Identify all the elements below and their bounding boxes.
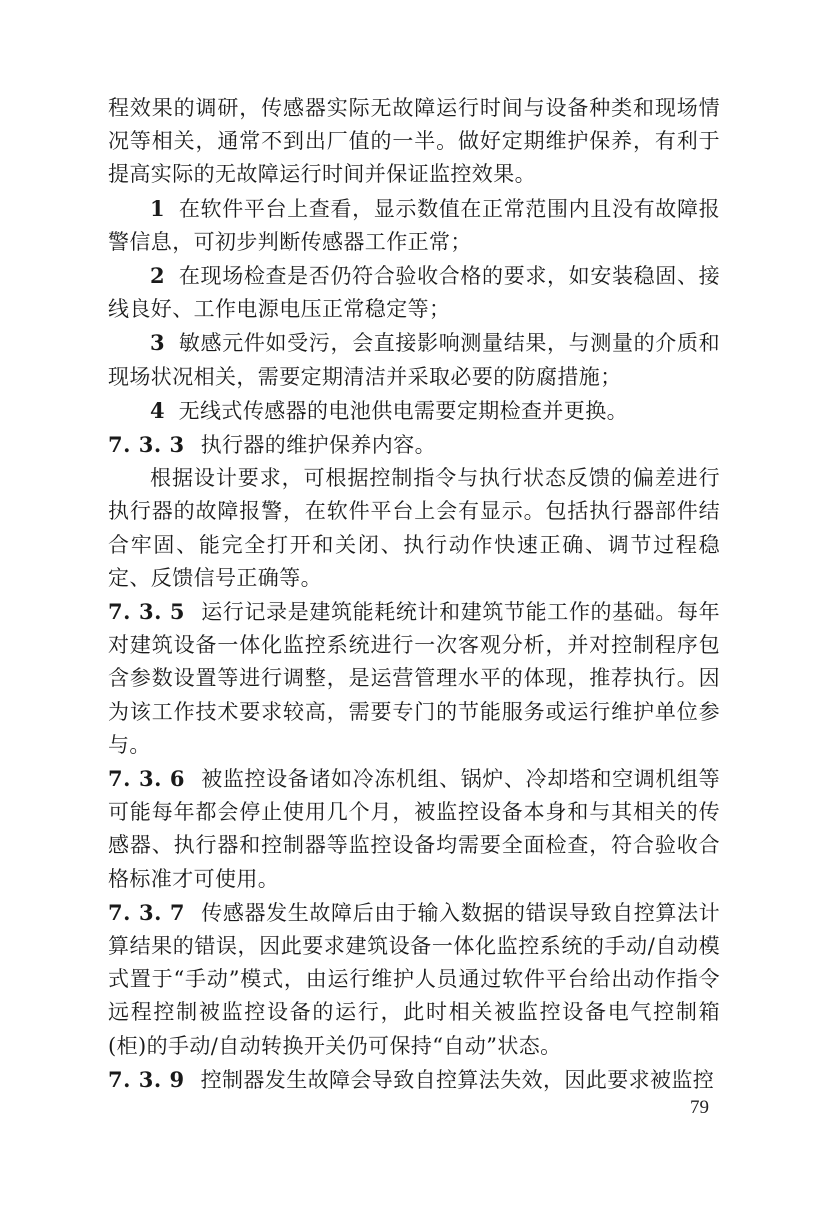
section-text: 传感器发生故障后由于输入数据的错误导致自控算法计算结果的错误，因此要求建筑设备一体化监控系统的手动/自动模式置于“手动”模式，由运行维护人员通过软件平台给出动作指令远程控制被监控设备的运行，此时相关被监控设备电气控制箱(柜)的手动/自动转换开关仍可保持“自动”状态。 xyxy=(108,900,720,1058)
list-item-2 xyxy=(108,259,720,326)
paragraph-text: 程效果的调研，传感器实际无故障运行时间与设备种类和现场情况等相关，通常不到出厂值的一半。做好定期维护保养，有利于提高实际的无故障运行时间并保证监控效果。 xyxy=(108,96,720,187)
list-item-number: 2 xyxy=(150,263,165,289)
section-7-3-9 xyxy=(108,1063,720,1097)
list-item-1 xyxy=(108,192,720,259)
list-item-text: 在软件平台上查看，显示数值在正常范围内且没有故障报警信息，可初步判断传感器工作正常； xyxy=(108,196,720,254)
section-number: 7. 3. 6 xyxy=(108,766,186,792)
section-number: 7. 3. 3 xyxy=(108,432,185,458)
list-item-number: 3 xyxy=(150,330,165,356)
paragraph-body xyxy=(108,462,720,595)
section-7-3-3 xyxy=(108,428,720,462)
list-item-text: 在现场检查是否仍符合验收合格的要求，如安装稳固、接线良好、工作电源电压正常稳定等； xyxy=(108,264,720,322)
list-item-text: 无线式传感器的电池供电需要定期检查并更换。 xyxy=(178,398,629,423)
paragraph-text: 根据设计要求，可根据控制指令与执行状态反馈的偏差进行执行器的故障报警，在软件平台上会有显示。包括执行器部件结合牢固、能完全打开和关闭、执行动作快速正确、调节过程稳定、反馈信号正确等。 xyxy=(108,466,720,590)
section-text: 执行器的维护保养内容。 xyxy=(200,433,436,458)
section-7-3-7 xyxy=(108,896,720,1063)
page-number: 79 xyxy=(690,1097,709,1118)
section-number: 7. 3. 9 xyxy=(108,1066,185,1092)
document-page xyxy=(108,92,720,1097)
section-text: 被监控设备诸如冷冻机组、锅炉、冷却塔和空调机组等可能每年都会停止使用几个月，被监控设备本身和与其相关的传感器、执行器和控制器等监控设备均需要全面检查，符合验收合格标准才可使用。 xyxy=(108,767,720,891)
section-text: 运行记录是建筑能耗统计和建筑节能工作的基础。每年对建筑设备一体化监控系统进行一次客观分析，并对控制程序包含参数设置等进行调整，是运营管理水平的体现，推荐执行。因为该工作技术要求较高，需要专门的节能服务或运行维护单位参与。 xyxy=(108,600,720,757)
list-item-3 xyxy=(108,326,720,393)
section-7-3-5 xyxy=(108,595,720,762)
list-item-text: 敏感元件如受污，会直接影响测量结果，与测量的介质和现场状况相关，需要定期清洁并采取必要的防腐措施； xyxy=(108,331,720,389)
section-number: 7. 3. 5 xyxy=(108,599,186,625)
section-text: 控制器发生故障会导致自控算法失效，因此要求被监控 xyxy=(200,1067,715,1092)
section-7-3-6 xyxy=(108,762,720,896)
list-item-number: 1 xyxy=(150,195,165,221)
list-item-number: 4 xyxy=(150,397,165,423)
list-item-4 xyxy=(108,394,720,428)
section-number: 7. 3. 7 xyxy=(108,899,186,925)
paragraph-intro xyxy=(108,92,720,192)
